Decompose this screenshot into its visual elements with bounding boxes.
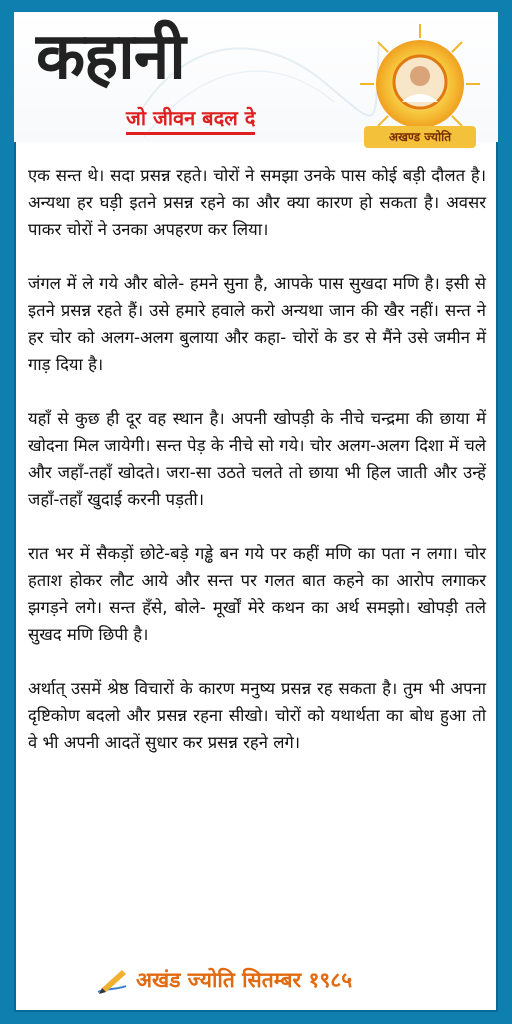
paragraph: अर्थात् उसमें श्रेष्ठ विचारों के कारण मनुष्य प्रसन्न रह सकता है। तुम भी अपना दृष्टिकोण बदलो और प्रसन्न रहना सीखो। चोरों को यथार्थता का बोध हुआ तो वे भी अपनी आदतें सुधार कर प्रसन्न रहने लगे। bbox=[28, 679, 486, 752]
page-subtitle: जो जीवन बदल दे bbox=[126, 104, 255, 135]
paragraph: जंगल में ले गये और बोले- हमने सुना है, आपके पास सुखदा मणि है। इसी से इतने प्रसन्न रहते हैं। उसे हमारे हवाले करो अन्यथा जान की खैर नहीं। सन्त ने हर चोर को अलग-अलग बुलाया और कहा- चोरों के डर से मैंने उसे जमीन में गाड़ दिया है। bbox=[28, 274, 486, 374]
header bbox=[14, 12, 498, 142]
story-body bbox=[28, 162, 486, 783]
source-citation: अखंड ज्योति सितम्बर १९८५ bbox=[136, 968, 353, 992]
paragraph: यहाँ से कुछ ही दूर वह स्थान है। अपनी खोपड़ी के नीचे चन्द्रमा की छाया में खोदना मिल जायेगी। सन्त पेड़ के नीचे सो गये। चोर अलग-अलग दिशा में चले और जहाँ-तहाँ खोदते। जरा-सा उठते चलते तो छाया भी हिल जाती और उन्हें जहाँ-तहाँ खुदाई करनी पड़ती। bbox=[28, 409, 486, 509]
page-title: कहानी bbox=[36, 19, 185, 94]
story-card bbox=[14, 12, 498, 1012]
pen-icon bbox=[96, 966, 130, 996]
emblem-label: अखण्ड ज्योति bbox=[364, 126, 476, 148]
paragraph: एक सन्त थे। सदा प्रसन्न रहते। चोरों ने समझा उनके पास कोई बड़ी दौलत है। अन्यथा हर घड़ी इतने प्रसन्न रहने का और क्या कारण हो सकता है। अवसर पाकर चोरों ने उनका अपहरण कर लिया। bbox=[28, 166, 486, 239]
footer bbox=[14, 960, 498, 1000]
paragraph: रात भर में सैकड़ों छोटे-बड़े गड्ढे बन गये पर कहीं मणि का पता न लगा। चोर हताश होकर लौट आये और सन्त पर गलत बात कहने का आरोप लगाकर झगड़ने लगे। सन्त हँसे, बोले- मूर्खों मेरे कथन का अर्थ समझो। खोपड़ी तले सुखद मणि छिपी है। bbox=[28, 544, 486, 644]
